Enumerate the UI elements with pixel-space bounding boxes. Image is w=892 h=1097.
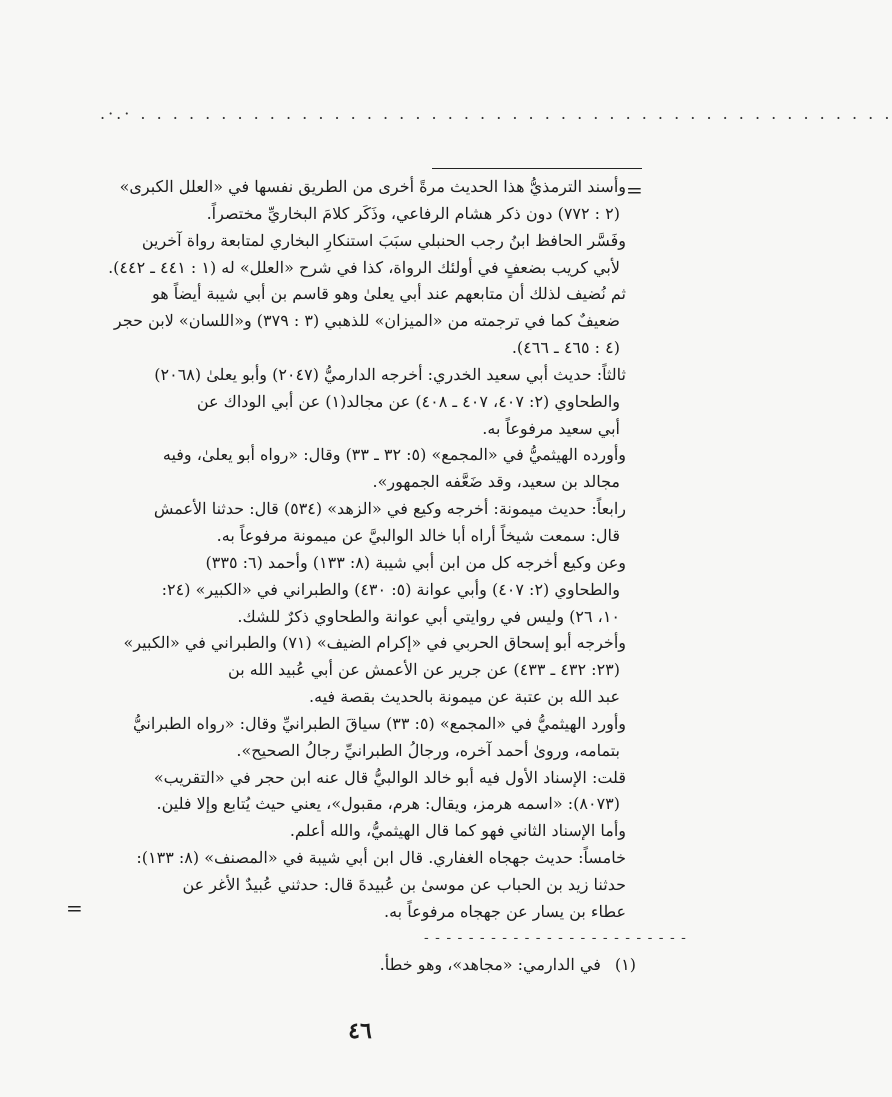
text-line: والطحاوي (٢: ٤٠٧، ٤٠٧ ـ ٤٠٨) عن مجالد(١) عن أبي الوداك عن bbox=[196, 391, 620, 411]
text-line: وأما الإسناد الثاني فهو كما قال الهيثميُّ، والله أعلم. bbox=[289, 821, 626, 841]
text-line: (٢ : ٧٧٢) دون ذكر هشام الرفاعي، وذَكَر كلامَ البخاريِّ مختصراً. bbox=[206, 203, 620, 223]
text-line: بتمامه، وروىٰ أحمد آخره، ورجالُ الطبرانيِّ رجالُ الصحيح». bbox=[236, 740, 620, 760]
footnote-text: في الدارمي: «مجاهد»، وهو خطأ. bbox=[379, 955, 601, 974]
text-line: لأبي كريب بضعفٍ في أولئك الرواة، كذا في شرح «العلل» له (١ : ٤٤١ ـ ٤٤٢). bbox=[108, 257, 620, 277]
text-line: أبي سعيد مرفوعاً به. bbox=[482, 418, 620, 438]
text-line: عبد الله بن عتبة عن ميمونة بالحديث بقصة فيه. bbox=[309, 687, 620, 707]
text-line: وعن وكيع أخرجه كل من ابن أبي شيبة (٨: ١٣٣) وأحمد (٦: ٣٣٥) bbox=[205, 552, 626, 572]
continuation-separator-line bbox=[432, 168, 642, 169]
text-line: وأخرجه أبو إسحاق الحربي في «إكرام الضيف» (٧١) والطبراني في «الكبير» bbox=[123, 633, 626, 653]
text-line: حدثنا زيد بن الحباب عن موسىٰ بن عُبيدةَ قال: حدثني عُبيدٌ الأغر عن bbox=[182, 874, 626, 894]
text-line: وفَسَّر الحافظ ابنُ رجب الحنبلي سبَبَ استنكارِ البخاري لمتابعة رواة آخرين bbox=[141, 230, 626, 250]
text-line: (٨٠٧٣): «اسمه هرمز، ويقال: هرم، مقبول»، يعني حيث يُتابع وإلا فلين. bbox=[156, 794, 620, 814]
text-line: قال: سمعت شيخاً أراه أبا خالد الوالبيَّ عن ميمونة مرفوعاً به. bbox=[216, 525, 620, 545]
footnote bbox=[330, 952, 636, 978]
text-line: والطحاوي (٢: ٤٠٧) وأبي عوانة (٥: ٤٣٠) والطبراني في «الكبير» (٢٤: bbox=[161, 579, 620, 599]
footnote-number: (١) bbox=[614, 955, 636, 974]
text-line: عطاء بن يسار عن جهجاه مرفوعاً به. bbox=[384, 901, 626, 921]
text-line: مجالد بن سعيد، وقد ضَعَّفه الجمهور». bbox=[372, 472, 620, 492]
text-line: ثالثاً: حديث أبي سعيد الخدري: أخرجه الدارميُّ (٢٠٤٧) وأبو يعلىٰ (٢٠٦٨) bbox=[154, 364, 626, 384]
text-line: رابعاً: حديث ميمونة: أخرجه وكيع في «الزهد» (٥٣٤) قال: حدثنا الأعمش bbox=[153, 499, 626, 519]
page-number: ٤٦ bbox=[348, 1018, 372, 1044]
footnote-separator: - - - - - - - - - - - - - - - - - - - - - - - - bbox=[424, 930, 687, 946]
text-line: خامساً: حديث جهجاه الغفاري. قال ابن أبي شيبة في «المصنف» (٨: ١٣٣): bbox=[136, 848, 626, 868]
text-line: وأورده الهيثميُّ في «المجمع» (٥: ٣٢ ـ ٣٣) وقال: «رواه أبو يعلىٰ، وفيه bbox=[162, 445, 626, 465]
text-line: وأورد الهيثميُّ في «المجمع» (٥: ٣٣) سياقَ الطبرانيِّ وقال: «رواه الطبرانيُّ bbox=[133, 713, 626, 733]
header-dotted-rule: .·.· . . . . . . . . . . . . . . . . . . . . . . . . . . . . . . . . . . . . . . . . . . . . . . . bbox=[100, 104, 892, 123]
text-line: ضعيفٌ كما في ترجمته من «الميزان» للذهبي (٣ : ٣٧٩) و«اللسان» لابن حجر bbox=[113, 311, 620, 331]
text-line: (٤ : ٤٦٥ ـ ٤٦٦). bbox=[511, 338, 620, 358]
continuation-mark-end: = bbox=[66, 896, 83, 920]
text-line: قلت: الإسناد الأول فيه أبو خالد الوالبيُّ قال عنه ابن حجر في «التقريب» bbox=[153, 767, 626, 787]
text-line: (٢٣: ٤٣٢ ـ ٤٣٣) عن جرير عن الأعمش عن أبي عُبيد الله بن bbox=[228, 660, 620, 680]
footnote-continuation-body bbox=[96, 174, 626, 926]
text-line: وأسند الترمذيُّ هذا الحديث مرةً أخرى من الطريق نفسها في «العلل الكبرى» bbox=[119, 177, 626, 196]
text-line: ثم نُضيف لذلك أن متابعهم عند أبي يعلىٰ وهو قاسم بن أبي شيبة أيضاً هو bbox=[152, 284, 626, 304]
text-line: ١٠، ٢٦) وليس في روايتي أبي عوانة والطحاوي ذكرٌ للشك. bbox=[237, 606, 620, 626]
continuation-mark-start: = bbox=[626, 178, 643, 202]
